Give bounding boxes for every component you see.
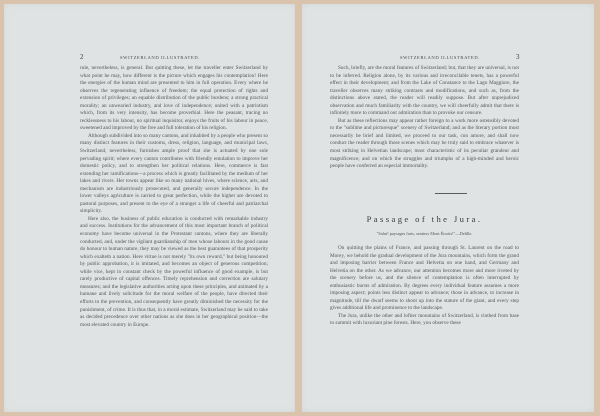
paragraph: Such, briefly, are the moral features of Switzerland; but, that they are universal, is not to be inferred. Religion alone, by its various and irreconcilable tenets, has a powerful effect in their development; and from the Lake of Constance to the Lago Maggiore, the traveller observes many striking contrasts and modifications, and such as, from the distinctions above stated, the reader will readily suppose. But after unprejudiced observation and much familiarity with the country, we will cheerfully admit that there is infinitely more to command our admiration than to provoke our censure. bbox=[330, 65, 519, 117]
chapter-title: Passage of the Jura. bbox=[366, 214, 483, 224]
paragraph: Here also, the business of public education is conducted with remarkable industry and success. Institutions for the advancement of this most important branch of political economy have become universal in the Protestant cantons, where they are liberally conducted, and, under the vigilant guardianship of men whose labours in the good cause do honour to human nature, they may be viewed as the best guarantees of that prosperity which exalteth a nation. Here virtue is not merely "its own reward," but being honoured by public approbation, it is imitated, and becomes an object of generous competition; while vice, kept in constant check by the powerful influence of good example, is but rarely productive of capital offences. Timely reprehension and correction are salutary measures; and the legislative authorities acting upon these principles, and animated by a humane and lively solicitude for the moral welfare of the people, have directed their efforts to the prevention, and consequently have greatly diminished the necessity for the punishment, of crime. It is thus that, in a moral estimate, Switzerland may be said to take as decided precedence over other nations as she does in her geographical position—the most elevated country in Europe. bbox=[80, 215, 268, 328]
body-text bbox=[330, 65, 519, 171]
paragraph: rule, nevertheless, is general. But quitting these, let the traveller enter Switzerland by what point he may, how different is the picture which engages his contemplation! Here the energies of the human mind are presented to him in full operation. Every where he observes the regenerating influence of freedom; the equal protection of rights and extension of privileges; an equable distribution of the public burdens; a strong practical morality; an unwearied industry, and love of independence; united with a patriotism which, from its very intensity, has become proverbial. Here the peasant, tracing no recklessness to his labour, no spiritual inquisitor, enjoys the fruits of his labour in peace, sweetened and improved by the free and full toleration of his religion. bbox=[80, 65, 268, 132]
paragraph: On quitting the plains of France, and passing through St. Laurent on the road to Morey, we behold the gradual development of the Jura mountains, which form the grand and imposing barrier between France and Helvetia on one hand, and Germany and Helvetia on the other. As we advance, our attention becomes more and more riveted by the scenery before us, and the silence of contemplation is often interrupted by enthusiastic bursts of admiration. By degrees every individual feature assumes a more imposing aspect; points less distinct appear to advance; those in advance, to increase in magnitude, till the dwarf seems to shoot up into the stature of the giant, and every step gives additional life and prominence to the landscape. bbox=[330, 245, 519, 312]
paragraph: But as these reflections may appear rather foreign to a work more ostensibly devoted to the "sublime and picturesque" scenery of Switzerland; and as the literary portion must necessarily be brief and limited, we proceed to our task, con amore, and shall now conduct the reader through those scenes which may be truly said to embrace whatever is most striking in Helvetian landscape; most characteristic of its peculiar grandeur and magnificence; and on which the struggles and triumphs of a high-minded and heroic people have conferred an especial immortality. bbox=[330, 117, 519, 170]
epigraph: "Salut! paysages frais, sentiers Mont Étroits!"—Delille. bbox=[376, 231, 473, 236]
left-page bbox=[4, 4, 295, 412]
running-head: SWITZERLAND ILLUSTRATED. bbox=[400, 55, 480, 60]
running-head: SWITZERLAND ILLUSTRATED. bbox=[120, 55, 200, 60]
paragraph: The Jura, unlike the other and loftier mountains of Switzerland, is clothed from base to summit with luxuriant pine forests. Here, you observe these bbox=[330, 312, 519, 327]
body-text bbox=[80, 65, 268, 329]
chapter-body-text bbox=[330, 245, 519, 328]
paragraph: Although subdivided into so many cantons, and inhabited by a people who present so many distinct features in their customs, dress, religion, language, and municipal laws, Switzerland, nevertheless, furnishes ample proof that she is actuated by one sole pervading spirit; where every canton contributes with friendly emulation to improve her domestic policy, and to strengthen her political relations. Here, commerce is fast extending her ramifications—a process which is greatly facilitated by the medium of her lakes and rivers. Her towns appear like so many national hives, where science, arts, and mechanism are industriously prosecuted, and generally secure independence. In the lower valleys agriculture is carried to great perfection, while the higher are devoted to pastoral purposes, and present to the eye of a stranger a life of cheerful and patriarchal simplicity. bbox=[80, 132, 268, 215]
page-number: 3 bbox=[516, 53, 520, 61]
section-divider bbox=[435, 193, 467, 194]
page-number: 2 bbox=[80, 53, 84, 61]
right-page bbox=[302, 4, 594, 412]
